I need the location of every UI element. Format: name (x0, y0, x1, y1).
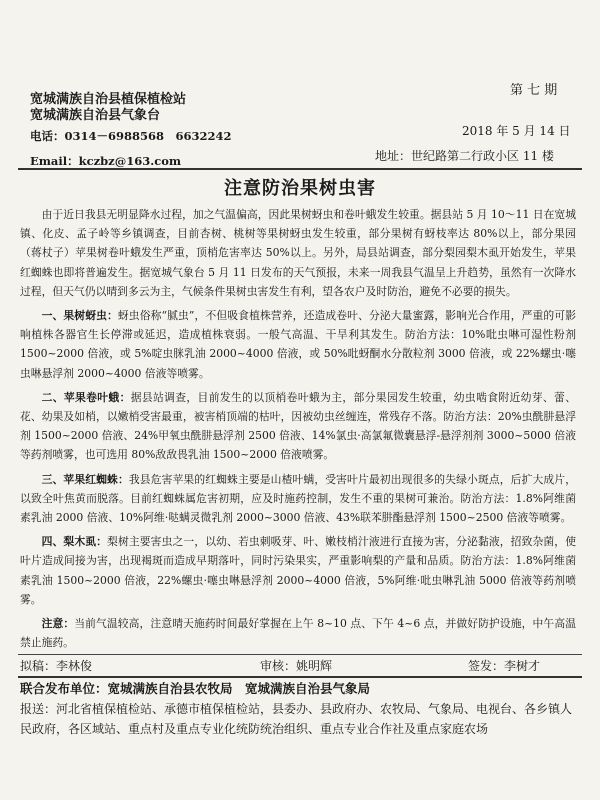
signoff-row (20, 655, 580, 675)
section-heading: 二、苹果卷叶蛾： (41, 390, 131, 404)
bulletin-title: 注意防治果树虫害 (224, 178, 376, 199)
note-heading: 注意： (41, 617, 75, 631)
section-heading: 一、果树蚜虫： (41, 309, 118, 323)
section-text: 梨树主要害虫之一，以幼、若虫刺吸芽、叶、嫩枝梢汁液进行直接为害，分泌黏液，招致杂菌，使叶片造成间接为害，出现褐斑而造成早期落叶，同时污染果实，严重影响梨的产量和品质。防治方法：1.8%阿维菌素乳油 1500~2000 倍液，22%螺虫·噻虫啉悬浮剂 2000~4000 倍液，5%阿维·吡虫啉乳油 5000 倍液等药剂喷雾。 (20, 535, 576, 606)
section-heading: 四、梨木虱： (41, 535, 108, 549)
email-address: Email：kczbz@163.com (30, 154, 182, 168)
footer (20, 679, 580, 739)
intro-paragraph: 由于近日我县无明显降水过程，加之气温偏高，因此果树蚜虫和卷叶蛾发生较重。据县站 5 月 10～11 日在宽城镇、化皮、孟子岭等乡镇调查，目前杏树、桃树等果树蚜虫发生较重，部分果树有蚜枝率达 80%以上，部分果园（蒋杖子）苹果树卷叶蛾发生严重，顶梢危害率达 50%以上。另外，局县站调查，部分梨园梨木虱开始发生，苹果红蜘蛛也即将普遍发生。据宽城气象台 5 月 11 日发布的天气预报，未来一周我县气温呈上升趋势，虽然有一次降水过程，但天气仍以晴到多云为主，气候条件果树虫害发生有利，望各农户及时防治，避免不必要的损失。 (20, 208, 576, 298)
section-text: 蚜虫俗称“腻虫”，不但吸食植株营养，还造成卷叶、分泌大量蜜露，影响光合作用，严重的可影响植株各器官生长停滞或延迟，造成植株衰弱。一般气高温、干旱利其发生。防治方法：10%吡虫啉可湿性粉剂 1500~2000 倍液，或 5%啶虫脒乳油 2000~4000 倍液，或 50%吡蚜酮水分散粒剂 3000 倍液，或 22%螺虫·噻虫啉悬浮剂 2000~4000 倍液等喷雾。 (20, 309, 576, 380)
joint-publishers: 联合发布单位：宽城满族自治县农牧局 宽城满族自治县气象局 (20, 681, 371, 696)
note-text: 当前气温较高，注意晴天施药时间最好掌握在上午 8~10 点、下午 4~6 点，并做好防护设施，中午高温禁止施药。 (20, 617, 576, 650)
section-red-spider (20, 470, 576, 528)
bulletin-body (20, 205, 576, 657)
section-heading: 三、苹果红蜘蛛： (41, 472, 129, 486)
drafter: 拟稿：李林俊 (20, 659, 93, 673)
issue-number: 第 七 期 (510, 83, 558, 98)
issuer-org-plant-protection: 宽城满族自治县植保植检站 (30, 92, 187, 107)
office-address: 地址：世纪路第二行政小区 11 楼 (375, 149, 554, 163)
issuer-org-meteorology: 宽城满族自治县气象台 (30, 108, 161, 123)
section-leaf-roller (20, 388, 576, 465)
section-pear-psylla (20, 532, 576, 609)
header-divider (18, 168, 582, 170)
section-text: 据县站调查，目前发生的以顶梢卷叶蛾为主，部分果园发生较重，幼虫啮食附近幼芽、蕾、花、幼果及如梢，以嫩梢受害最重，被害梢顶端的枯叶，因被幼虫丝缠连，常残存不落。防治方法：20%虫酰肼悬浮剂 1500~2000 倍液、24%甲氧虫酰肼悬浮剂 2500 倍液、14%氯虫·高氯氟微囊悬浮-悬浮剂剂 3000~5000 倍液等药剂喷雾，也可选用 80%敌敌畏乳油 1500~2000 倍液喷雾。 (20, 390, 576, 462)
note-paragraph (20, 614, 576, 652)
signoff-bottom-rule (18, 676, 582, 678)
phone-number: 电话：0314－6988568 6632242 (30, 129, 232, 143)
section-aphid (20, 306, 576, 383)
issue-date: 2018 年 5 月 14 日 (462, 124, 571, 138)
issuer: 签发：李树才 (468, 659, 541, 673)
distribution-list: 报送：河北省植保植检站、承德市植保植检站，县委办、县政府办、农牧局、气象局、电视台、各乡镇人民政府，各区域站、重点村及重点专业化统防统治组织、重点专业合作社及重点家庭农场 (20, 702, 573, 736)
section-text: 我县危害苹果的红蜘蛛主要是山楂叶螨，受害叶片最初出现很多的失绿小斑点，后扩大成片，以致全叶焦黄而脱落。目前红蜘蛛属危害初期，应及时施药控制，发生不重的果树可兼治。防治方法：1.8%阿维菌素乳油 2000 倍液、10%阿维·哒螨灵微乳剂 2000~3000 倍液、43%联苯肼酯悬浮剂 1500~2500 倍液等喷雾。 (20, 472, 577, 525)
reviewer: 审核：姚明辉 (260, 659, 333, 673)
